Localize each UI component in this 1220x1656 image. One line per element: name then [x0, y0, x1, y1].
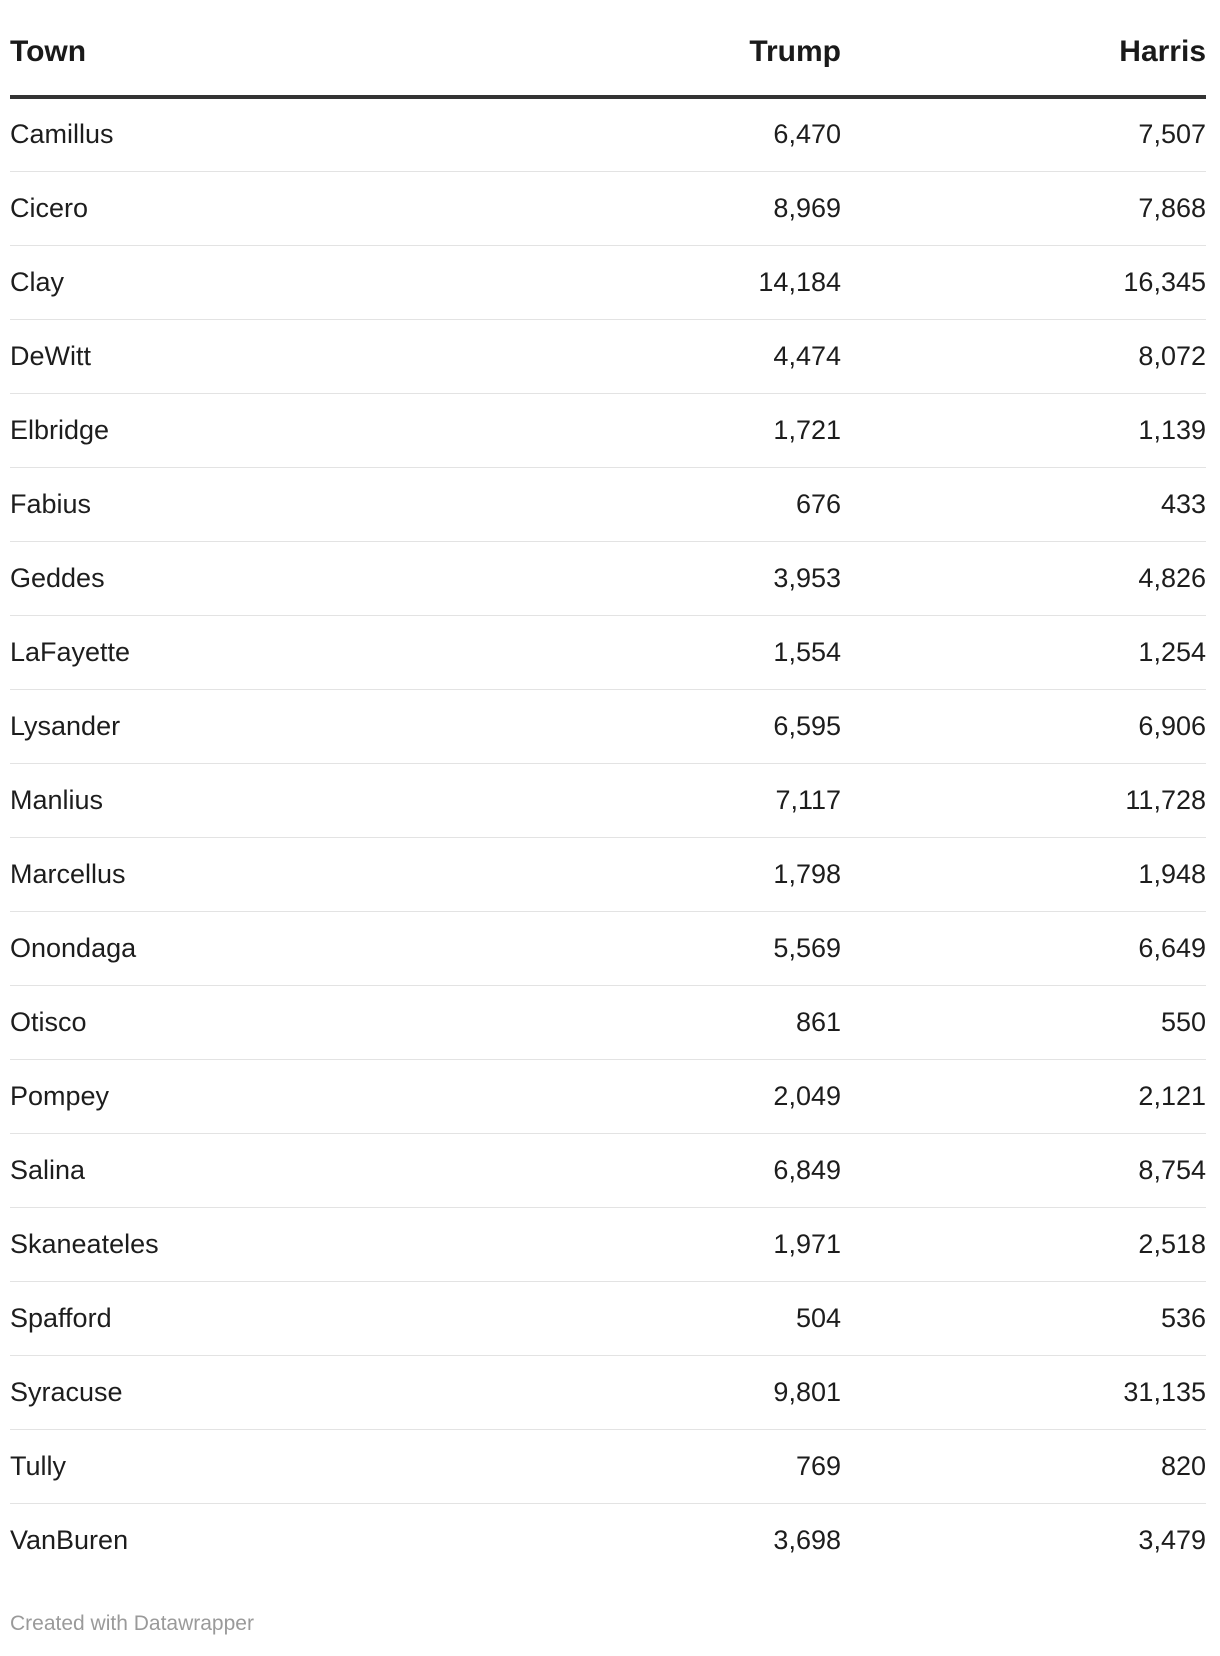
cell-harris: 1,254 — [841, 615, 1206, 689]
cell-trump: 14,184 — [660, 245, 841, 319]
header-row — [10, 0, 1206, 97]
cell-trump: 676 — [660, 467, 841, 541]
cell-trump: 6,470 — [660, 97, 841, 171]
cell-trump: 8,969 — [660, 171, 841, 245]
cell-harris: 3,479 — [1138, 1524, 1206, 1555]
cell-town: Salina — [10, 1133, 660, 1207]
cell-town: Onondaga — [10, 911, 660, 985]
cell-town: DeWitt — [10, 319, 660, 393]
cell-trump: 861 — [660, 985, 841, 1059]
cell-town: Cicero — [10, 171, 660, 245]
table-row — [10, 689, 1206, 763]
cell-trump: 5,569 — [660, 911, 841, 985]
cell-trump: 504 — [660, 1281, 841, 1355]
table-row — [10, 245, 1206, 319]
cell-harris: 1,139 — [841, 393, 1206, 467]
cell-harris: 820 — [841, 1429, 1206, 1503]
cell-town: Otisco — [10, 985, 660, 1059]
cell-town: Tully — [10, 1429, 660, 1503]
cell-harris: 2,518 — [841, 1207, 1206, 1281]
cell-trump: 1,721 — [660, 393, 841, 467]
cell-town: Elbridge — [10, 393, 660, 467]
table-row — [10, 97, 1206, 171]
table-header — [10, 0, 1206, 97]
table-row — [10, 615, 1206, 689]
table-row — [10, 319, 1206, 393]
cell-town: Manlius — [10, 763, 660, 837]
cell-town: VanBuren — [10, 1524, 129, 1555]
cell-harris: 4,826 — [841, 541, 1206, 615]
cell-trump: 7,117 — [660, 763, 841, 837]
cell-harris: 7,507 — [841, 97, 1206, 171]
datawrapper-credit: Created with Datawrapper — [10, 1612, 254, 1635]
table-row — [10, 1133, 1206, 1207]
table-row — [10, 467, 1206, 541]
cell-town: Marcellus — [10, 837, 660, 911]
results-table — [10, 0, 1206, 1577]
table-row — [10, 1355, 1206, 1429]
cell-trump: 6,849 — [660, 1133, 841, 1207]
cell-town: Lysander — [10, 689, 660, 763]
cell-harris: 433 — [841, 467, 1206, 541]
cell-harris: 7,868 — [841, 171, 1206, 245]
table-row — [10, 985, 1206, 1059]
table-row — [10, 1059, 1206, 1133]
cell-harris: 16,345 — [841, 245, 1206, 319]
results-table-container — [10, 0, 1206, 1577]
table-row — [10, 911, 1206, 985]
cell-town: Geddes — [10, 541, 660, 615]
cell-town: Spafford — [10, 1281, 660, 1355]
cell-harris: 6,649 — [841, 911, 1206, 985]
cell-trump: 1,798 — [660, 837, 841, 911]
cell-town: Fabius — [10, 467, 660, 541]
cell-trump: 1,971 — [660, 1207, 841, 1281]
cell-trump: 3,698 — [773, 1524, 841, 1555]
table-row — [10, 541, 1206, 615]
cell-trump: 9,801 — [660, 1355, 841, 1429]
cell-harris: 550 — [841, 985, 1206, 1059]
cell-harris: 6,906 — [841, 689, 1206, 763]
table-row — [10, 763, 1206, 837]
column-header-trump[interactable]: Trump — [660, 0, 841, 97]
cell-trump: 4,474 — [660, 319, 841, 393]
cell-harris: 8,072 — [841, 319, 1206, 393]
cell-harris: 536 — [841, 1281, 1206, 1355]
column-header-town[interactable]: Town — [10, 0, 660, 97]
table-row — [10, 1281, 1206, 1355]
cell-town: Skaneateles — [10, 1207, 660, 1281]
cell-harris: 8,754 — [841, 1133, 1206, 1207]
cell-town: LaFayette — [10, 615, 660, 689]
cell-trump: 769 — [660, 1429, 841, 1503]
table-row — [10, 1429, 1206, 1503]
table-row — [10, 1503, 1206, 1577]
column-header-harris[interactable]: Harris — [841, 0, 1206, 97]
cell-town: Camillus — [10, 97, 660, 171]
cell-harris: 11,728 — [841, 763, 1206, 837]
table-row — [10, 837, 1206, 911]
cell-trump: 1,554 — [660, 615, 841, 689]
table-row — [10, 393, 1206, 467]
cell-town: Pompey — [10, 1059, 660, 1133]
cell-trump: 3,953 — [660, 541, 841, 615]
cell-town: Syracuse — [10, 1355, 660, 1429]
cell-trump: 6,595 — [660, 689, 841, 763]
table-body — [10, 97, 1206, 1577]
cell-town: Clay — [10, 245, 660, 319]
table-row — [10, 171, 1206, 245]
cell-harris: 2,121 — [841, 1059, 1206, 1133]
cell-harris: 31,135 — [841, 1355, 1206, 1429]
table-row — [10, 1207, 1206, 1281]
cell-harris: 1,948 — [841, 837, 1206, 911]
cell-trump: 2,049 — [660, 1059, 841, 1133]
